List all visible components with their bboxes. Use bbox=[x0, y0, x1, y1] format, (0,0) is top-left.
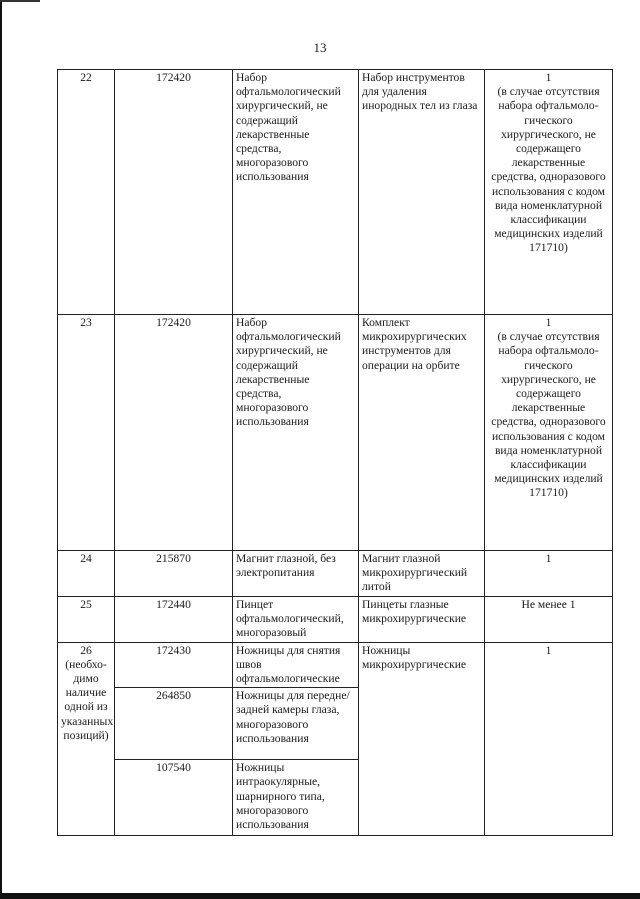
row-code: 264850 bbox=[115, 688, 233, 760]
row-equipment: Набор инструментов для удаления инородных тел из глаза bbox=[359, 70, 485, 315]
row-number: 22 bbox=[58, 70, 115, 315]
scan-edge-line bbox=[0, 0, 2, 899]
row26-number-text: 26 (необхо- димо наличие одной из указанных позиций) bbox=[61, 643, 114, 742]
quantity-text: 1 (в случае отсутствия набора офтальмоло-гического хирургического, не содержащего лекарственные средства, одноразового использования с кодом вида номенклатурной классификации медицинских изделий 171710) bbox=[491, 71, 606, 255]
row-code: 172420 bbox=[115, 70, 233, 315]
scan-edge-top bbox=[0, 0, 40, 2]
row-equipment: Ножницы микрохирургические bbox=[359, 642, 485, 836]
row-code: 172420 bbox=[115, 315, 233, 551]
row-name: Магнит глазной, без электропитания bbox=[233, 551, 359, 597]
row-quantity bbox=[485, 315, 613, 551]
table-row bbox=[58, 70, 613, 315]
page-number: 13 bbox=[313, 40, 327, 55]
row-name: Пинцет офтальмологический, многоразовый bbox=[233, 596, 359, 642]
row-name: Набор офтальмологический хирургический, не содержащий лекарственные средства, многоразового использования bbox=[233, 315, 359, 551]
row-number: 24 bbox=[58, 551, 115, 597]
quantity-text: 1 (в случае отсутствия набора офтальмоло-гического хирургического, не содержащего лекарственные средства, одноразового использования с кодом вида номенклатурной классификации медицинских изделий 171710) bbox=[491, 316, 606, 500]
row-name: Ножницы для передне/задней камеры глаза, многоразового использования bbox=[233, 688, 359, 760]
row-number: 25 bbox=[58, 596, 115, 642]
row-name: Ножницы для снятия швов офтальмологические bbox=[233, 642, 359, 688]
table-row bbox=[58, 642, 613, 688]
row-code: 172440 bbox=[115, 596, 233, 642]
equipment-table bbox=[57, 69, 613, 836]
row-number: 23 bbox=[58, 315, 115, 551]
row-equipment: Комплект микрохирургических инструментов для операции на орбите bbox=[359, 315, 485, 551]
table-row bbox=[58, 596, 613, 642]
row-quantity: Не менее 1 bbox=[485, 596, 613, 642]
row-quantity: 1 bbox=[485, 642, 613, 836]
row-code: 172430 bbox=[115, 642, 233, 688]
table-row bbox=[58, 315, 613, 551]
row-code: 215870 bbox=[115, 551, 233, 597]
row-code: 107540 bbox=[115, 760, 233, 836]
row-number bbox=[58, 642, 115, 836]
row-name: Ножницы интраокулярные, шарнирного типа, многоразового использования bbox=[233, 760, 359, 836]
row-quantity bbox=[485, 70, 613, 315]
scan-bottom-edge bbox=[0, 893, 640, 899]
row-name: Набор офтальмологический хирургический, не содержащий лекарственные средства, многоразового использования bbox=[233, 70, 359, 315]
row-equipment: Магнит глазной микрохирургический литой bbox=[359, 551, 485, 597]
row-quantity: 1 bbox=[485, 551, 613, 597]
row-equipment: Пинцеты глазные микрохирургические bbox=[359, 596, 485, 642]
table-row bbox=[58, 551, 613, 597]
